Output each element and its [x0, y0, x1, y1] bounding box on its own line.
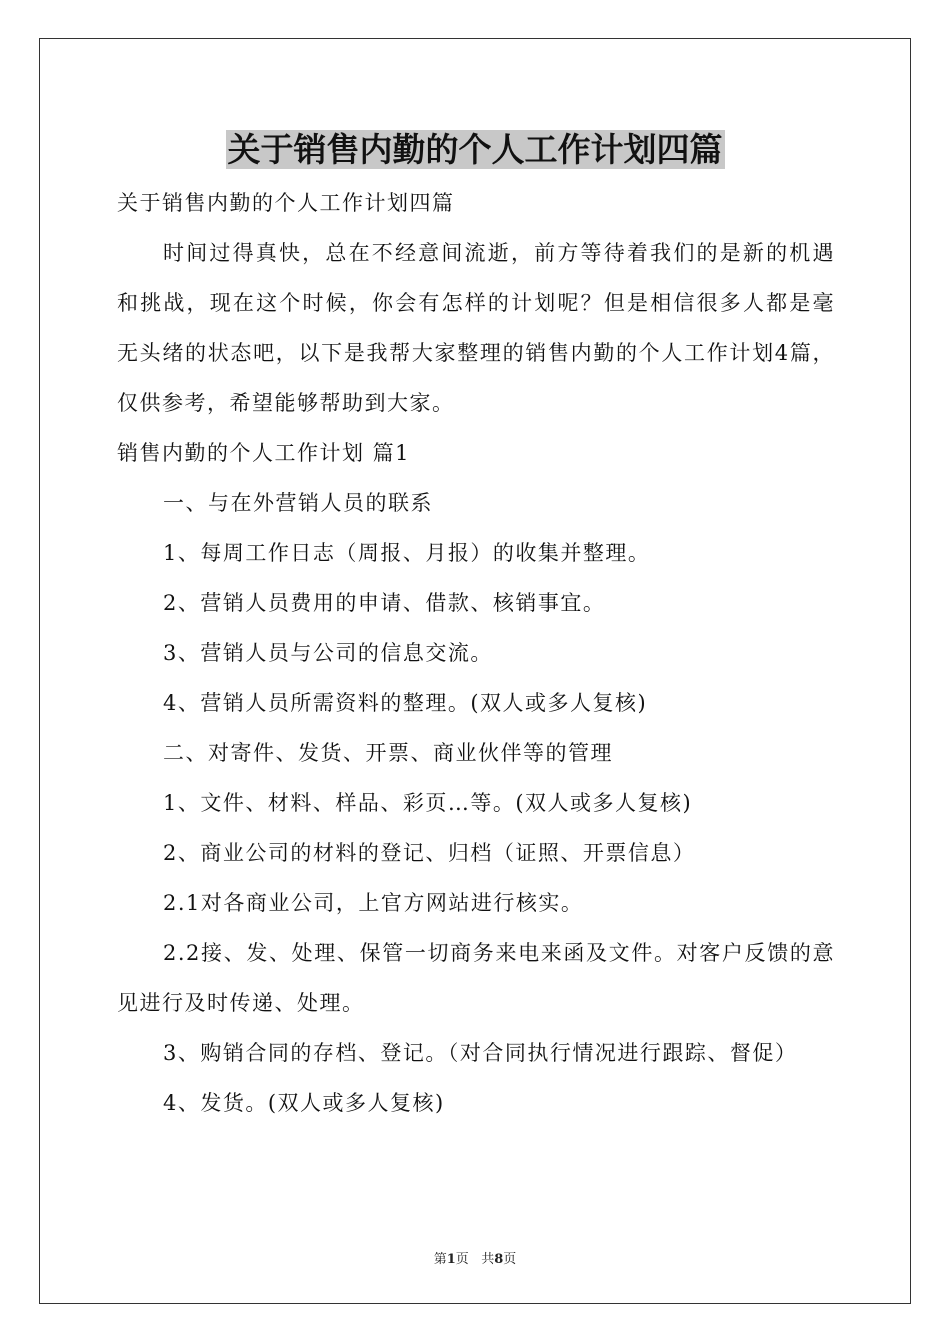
- page-footer: [0, 1248, 950, 1267]
- list-item: 1、文件、材料、样品、彩页…等。(双人或多人复核): [163, 791, 693, 815]
- footer-page-total: 8: [494, 1252, 504, 1267]
- list-item: 4、发货。(双人或多人复核): [163, 1091, 445, 1115]
- list-item: 4、营销人员所需资料的整理。(双人或多人复核): [163, 691, 648, 715]
- footer-suffix: 页: [503, 1252, 517, 1267]
- paragraph-3: 3、购销合同的存档、登记。（对合同执行情况进行跟踪、督促）: [163, 1041, 798, 1065]
- document-title: [0, 126, 950, 174]
- document-body: [117, 178, 835, 1128]
- footer-page-current: 1: [446, 1252, 456, 1267]
- paragraph-2-2: 2.2接、发、处理、保管一切商务来电来函及文件。对客户反馈的意见进行及时传递、处理。: [117, 941, 835, 1015]
- list-item: 3、营销人员与公司的信息交流。: [163, 641, 493, 665]
- list-item: 2.1对各商业公司，上官方网站进行核实。: [163, 891, 584, 915]
- list-item: 一、与在外营销人员的联系: [163, 491, 433, 515]
- footer-prefix: 第: [433, 1252, 447, 1267]
- footer-mid: 页 共: [455, 1252, 495, 1267]
- list-item: 2、商业公司的材料的登记、归档（证照、开票信息）: [163, 841, 696, 865]
- document-subtitle: 关于销售内勤的个人工作计划四篇: [117, 191, 455, 215]
- section-heading: 销售内勤的个人工作计划 篇1: [117, 441, 411, 465]
- list-item: 二、对寄件、发货、开票、商业伙伴等的管理: [163, 741, 613, 765]
- intro-paragraph: 时间过得真快，总在不经意间流逝，前方等待着我们的是新的机遇和挑战，现在这个时候，你会有怎样的计划呢？但是相信很多人都是毫无头绪的状态吧，以下是我帮大家整理的销售内勤的个人工作计划4篇，仅供参考，希望能够帮助到大家。: [117, 241, 835, 415]
- document-title-text: 关于销售内勤的个人工作计划四篇: [227, 130, 723, 169]
- list-item: 1、每周工作日志（周报、月报）的收集并整理。: [163, 541, 651, 565]
- list-item: 2、营销人员费用的申请、借款、核销事宜。: [163, 591, 606, 615]
